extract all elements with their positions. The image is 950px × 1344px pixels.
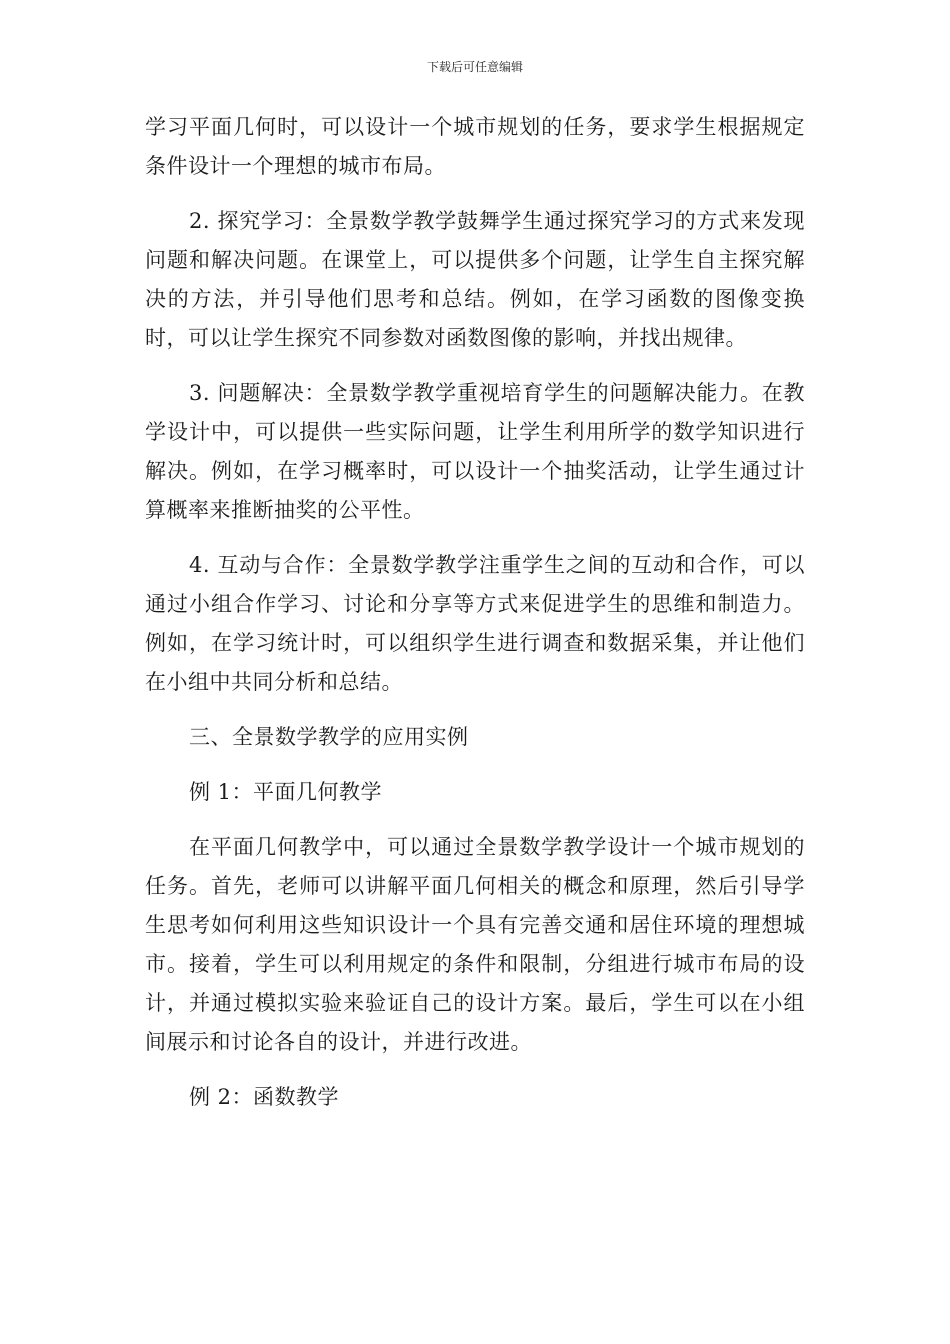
document-body xyxy=(145,108,805,1133)
example-2-heading: 例 2：函数教学 xyxy=(189,1085,340,1109)
section-heading-application-examples: 三、全景数学教学的应用实例 xyxy=(189,725,469,749)
paragraph-city-planning-continued: 学习平面几何时，可以设计一个城市规划的任务，要求学生根据规定条件设计一个理想的城市布局。 xyxy=(145,115,805,178)
example-1-heading: 例 1：平面几何教学 xyxy=(189,780,383,804)
page-header-note: 下载后可任意编辑 xyxy=(426,60,523,74)
paragraph-interaction-cooperation: 4. 互动与合作：全景数学教学注重学生之间的互动和合作，可以通过小组合作学习、讨论和分享等方式来促进学生的思维和制造力。例如，在学习统计时，可以组织学生进行调查和数据采集，并让他们在小组中共同分析和总结。 xyxy=(145,553,805,694)
paragraph-inquiry-learning: 2. 探究学习：全景数学教学鼓舞学生通过探究学习的方式来发现问题和解决问题。在课堂上，可以提供多个问题，让学生自主探究解决的方法，并引导他们思考和总结。例如，在学习函数的图像变换时，可以让学生探究不同参数对函数图像的影响，并找出规律。 xyxy=(145,209,805,350)
paragraph-plane-geometry-example: 在平面几何教学中，可以通过全景数学教学设计一个城市规划的任务。首先，老师可以讲解平面几何相关的概念和原理，然后引导学生思考如何利用这些知识设计一个具有完善交通和居住环境的理想城市。接着，学生可以利用规定的条件和限制，分组进行城市布局的设计，并通过模拟实验来验证自己的设计方案。最后，学生可以在小组间展示和讨论各自的设计，并进行改进。 xyxy=(145,835,805,1054)
paragraph-problem-solving: 3. 问题解决：全景数学教学重视培育学生的问题解决能力。在教学设计中，可以提供一些实际问题，让学生利用所学的数学知识进行解决。例如，在学习概率时，可以设计一个抽奖活动，让学生通过计算概率来推断抽奖的公平性。 xyxy=(145,381,805,522)
